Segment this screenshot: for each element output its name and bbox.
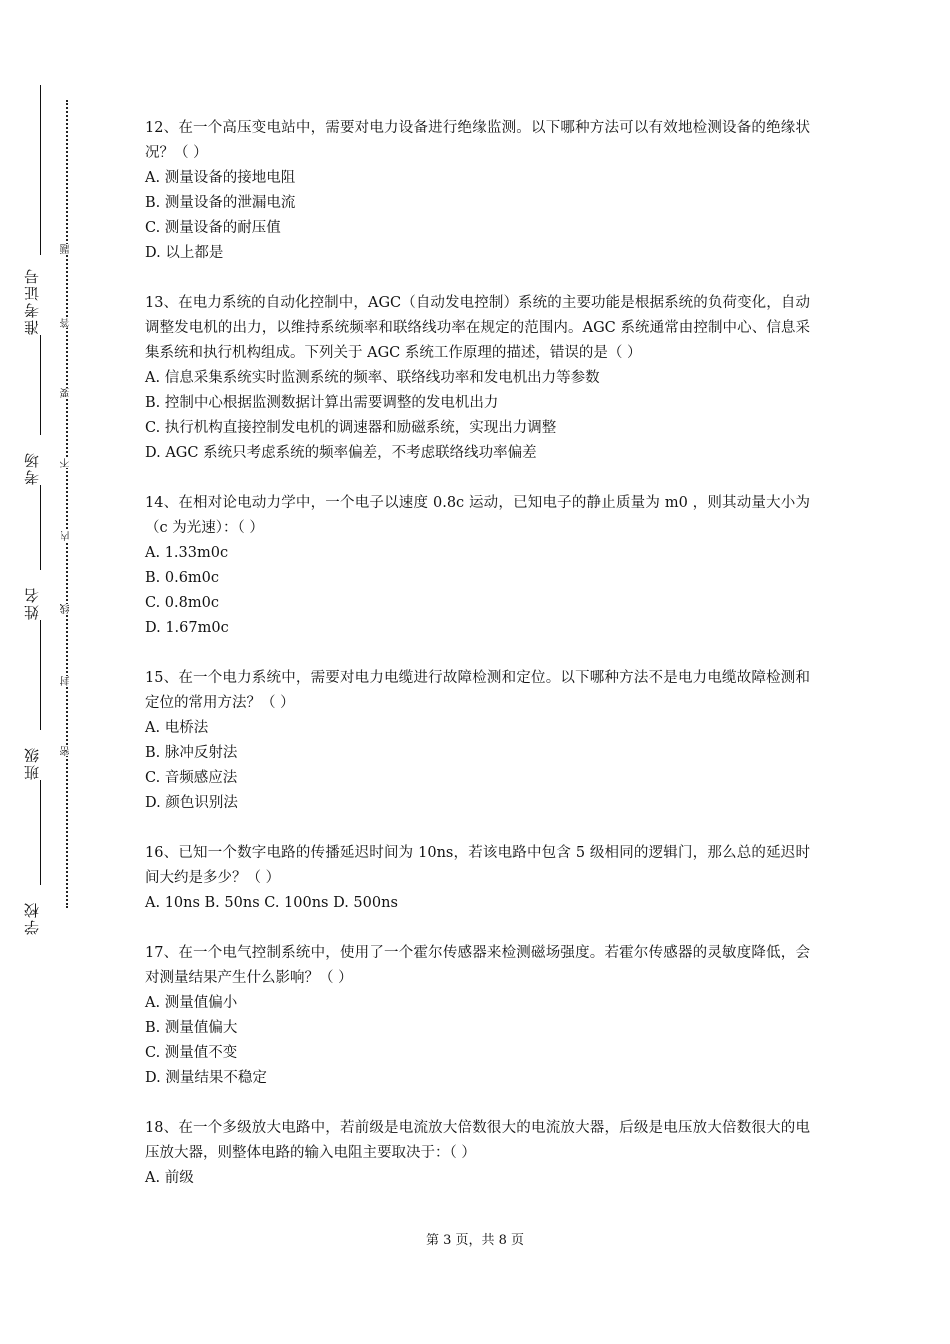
question-list xyxy=(145,116,810,1216)
option-b: B. 0.6m0c xyxy=(145,570,220,586)
page-number: 第 3 页，共 8 页 xyxy=(425,1233,525,1248)
question-13 xyxy=(145,291,810,466)
seal-char: 题 xyxy=(61,244,72,254)
question-12 xyxy=(145,116,810,266)
option-b: B. 控制中心根据监测数据计算出需要调整的发电机出力 xyxy=(145,395,499,411)
question-stem: 17、在一个电气控制系统中，使用了一个霍尔传感器来检测磁场强度。若霍尔传感器的灵敏度降低，会对测量结果产生什么影响？（ ） xyxy=(145,945,810,986)
question-17 xyxy=(145,941,810,1091)
seal-char: 内 xyxy=(61,531,72,541)
exam-number-line xyxy=(40,335,41,435)
seal-dotted-line xyxy=(66,100,68,908)
option-a: A. 测量设备的接地电阻 xyxy=(145,170,296,186)
option-c: C. 测量设备的耐压值 xyxy=(145,220,281,236)
name-line xyxy=(40,620,41,730)
option-d: D. 测量结果不稳定 xyxy=(145,1070,267,1086)
option-c: C. 测量值不变 xyxy=(145,1045,238,1061)
seal-char: 要 xyxy=(61,388,72,398)
question-14 xyxy=(145,491,810,641)
seal-char: 线 xyxy=(61,604,72,614)
option-c: C. 执行机构直接控制发电机的调速器和励磁系统，实现出力调整 xyxy=(145,420,557,436)
class-line xyxy=(40,780,41,885)
question-stem: 18、在一个多级放大电路中，若前级是电流放大倍数很大的电流放大器，后级是电压放大倍数很大的电压放大器，则整体电路的输入电阻主要取决于：（ ） xyxy=(145,1120,810,1161)
option-a: A. 测量值偏小 xyxy=(145,995,238,1011)
exam-room-label: 考场 xyxy=(23,451,41,485)
option-d: D. 颜色识别法 xyxy=(145,795,238,811)
option-a: A. 电桥法 xyxy=(145,720,209,736)
option-c: C. 音频感应法 xyxy=(145,770,238,786)
school-label: 学校 xyxy=(23,901,41,935)
question-15 xyxy=(145,666,810,816)
exam-number-label: 准考证号 xyxy=(23,267,41,335)
question-stem: 15、在一个电力系统中，需要对电力电缆进行故障检测和定位。以下哪种方法不是电力电缆故障检测和定位的常用方法？（ ） xyxy=(145,670,810,711)
question-stem: 14、在相对论电动力学中，一个电子以速度 0.8c 运动，已知电子的静止质量为 m0 ，则其动量大小为（c 为光速）：（ ） xyxy=(145,495,810,536)
option-d: D. 1.67m0c xyxy=(145,620,229,636)
option-a: A. 前级 xyxy=(145,1170,194,1186)
question-stem: 13、在电力系统的自动化控制中，AGC（自动发电控制）系统的主要功能是根据系统的负荷变化，自动调整发电机的出力，以维持系统频率和联络线功率在规定的范围内。AGC 系统通常由控制中心、信息采集系统和执行机构组成。下列关于 AGC 系统工作原理的描述，错误的是（ ） xyxy=(145,295,810,361)
option-d: D. 以上都是 xyxy=(145,245,224,261)
seal-char: 答 xyxy=(61,318,72,328)
exam-room-line xyxy=(40,485,41,570)
binding-margin xyxy=(0,0,90,1344)
option-b: B. 脉冲反射法 xyxy=(145,745,238,761)
name-label: 姓名 xyxy=(23,586,41,620)
seal-char: 封 xyxy=(61,676,72,686)
seal-char: 密 xyxy=(61,746,72,756)
options-inline: A. 10ns B. 50ns C. 100ns D. 500ns xyxy=(145,895,398,911)
option-b: B. 测量值偏大 xyxy=(145,1020,238,1036)
question-stem: 12、在一个高压变电站中，需要对电力设备进行绝缘监测。以下哪种方法可以有效地检测设备的绝缘状况？（ ） xyxy=(145,120,810,161)
class-label: 班级 xyxy=(23,746,41,780)
seal-char: 不 xyxy=(61,458,72,468)
margin-line-top xyxy=(40,85,41,255)
option-d: D. AGC 系统只考虑系统的频率偏差，不考虑联络线功率偏差 xyxy=(145,445,537,461)
option-c: C. 0.8m0c xyxy=(145,595,219,611)
option-a: A. 信息采集系统实时监测系统的频率、联络线功率和发电机出力等参数 xyxy=(145,370,600,386)
question-18 xyxy=(145,1116,810,1191)
option-a: A. 1.33m0c xyxy=(145,545,229,561)
question-16 xyxy=(145,841,810,916)
option-b: B. 测量设备的泄漏电流 xyxy=(145,195,296,211)
question-stem: 16、已知一个数字电路的传播延迟时间为 10ns，若该电路中包含 5 级相同的逻辑门，那么总的延迟时间大约是多少？（ ） xyxy=(145,845,810,886)
